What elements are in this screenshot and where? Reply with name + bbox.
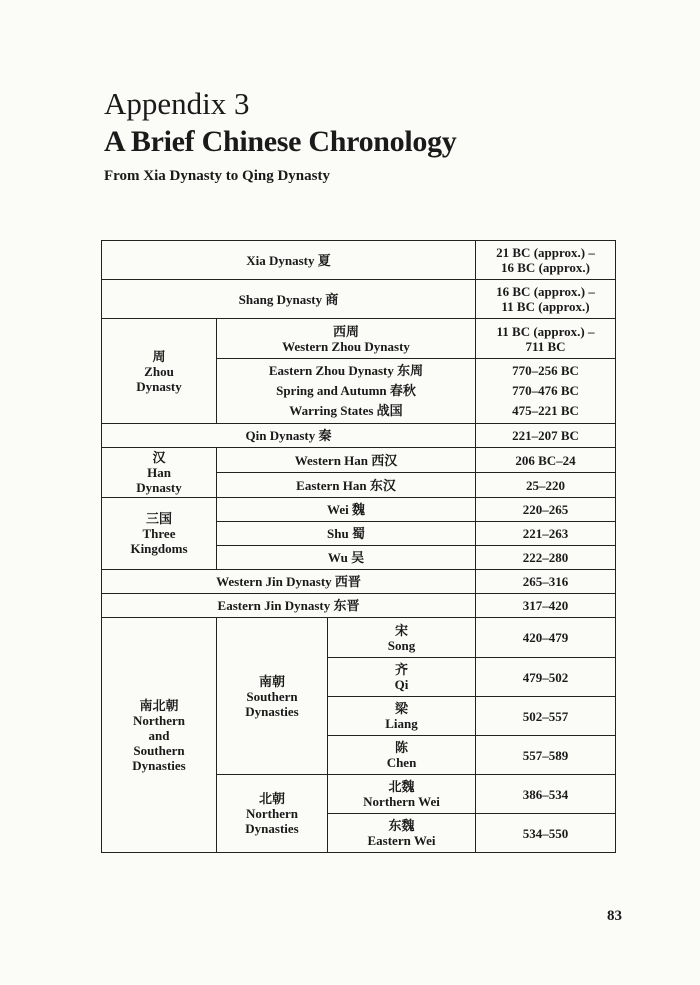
page-subtitle: From Xia Dynasty to Qing Dynasty — [104, 168, 330, 184]
dynasty-name-northern-wei — [328, 775, 476, 814]
dynasty-name-qi — [328, 658, 476, 697]
group-cn: 北朝 — [258, 791, 285, 806]
date-line: 475–221 BC — [512, 403, 579, 418]
dynasty-date-northern-wei: 386–534 — [476, 775, 616, 814]
dynasty-name-eastern-jin: Eastern Jin Dynasty 东晋 — [102, 594, 476, 618]
name-cn: 齐 — [394, 662, 408, 677]
dynasty-date-eastern-han: 25–220 — [476, 473, 616, 498]
dynasty-name-shu: Shu 蜀 — [217, 522, 476, 546]
heading-block — [104, 86, 457, 185]
dynasty-name-liang — [328, 697, 476, 736]
table-row — [102, 594, 616, 618]
dynasty-name-eastern-wei — [328, 814, 476, 853]
table-row — [102, 241, 616, 280]
group-three-kingdoms — [102, 498, 217, 570]
group-line: Three — [142, 526, 176, 541]
dynasty-date-qin: 221–207 BC — [476, 424, 616, 448]
group-line: Northern — [246, 806, 298, 821]
page-title: A Brief Chinese Chronology — [104, 125, 457, 158]
name-cn: 宋 — [394, 622, 408, 638]
dynasty-date-western-jin: 265–316 — [476, 570, 616, 594]
dynasty-date-wu: 222–280 — [476, 546, 616, 570]
dynasty-date-shang — [476, 280, 616, 319]
name-cn: 西周 — [332, 323, 359, 339]
dynasty-date-liang: 502–557 — [476, 697, 616, 736]
dynasty-name-western-zhou — [217, 319, 476, 359]
group-line: Dynasties — [132, 757, 186, 773]
name-cn: 陈 — [394, 740, 408, 755]
chronology-table — [101, 240, 616, 853]
dynasty-date-western-han: 206 BC–24 — [476, 448, 616, 473]
date-line: 21 BC (approx.) – — [496, 245, 595, 260]
dynasty-name-xia: Xia Dynasty 夏 — [102, 241, 476, 280]
dynasty-name-western-jin: Western Jin Dynasty 西晋 — [102, 570, 476, 594]
name-en: Qi — [394, 677, 409, 692]
name-en: Northern Wei — [363, 794, 440, 809]
dynasty-date-shu: 221–263 — [476, 522, 616, 546]
table-row — [102, 498, 616, 522]
date-line: 770–256 BC — [512, 363, 579, 378]
group-line: Southern — [246, 688, 298, 704]
group-line: Han — [147, 465, 171, 480]
appendix-label: Appendix 3 — [104, 86, 250, 121]
date-line: 16 BC (approx.) – — [496, 284, 595, 299]
group-northern-southern — [102, 618, 217, 853]
dynasty-date-xia — [476, 241, 616, 280]
table-row — [102, 570, 616, 594]
table-row — [102, 424, 616, 448]
group-cn: 南朝 — [258, 673, 285, 689]
name-cn: 东魏 — [388, 818, 415, 833]
dynasty-name-qin: Qin Dynasty 秦 — [102, 424, 476, 448]
dynasty-name-wei: Wei 魏 — [217, 498, 476, 522]
group-line: Dynasties — [245, 821, 299, 836]
name-en: Western Zhou Dynasty — [282, 338, 410, 354]
group-cn: 三国 — [145, 511, 172, 526]
name-line: Spring and Autumn 春秋 — [276, 383, 416, 398]
name-cn: 北魏 — [388, 779, 415, 794]
dynasty-date-song: 420–479 — [476, 618, 616, 658]
dynasty-date-qi: 479–502 — [476, 658, 616, 697]
group-han — [102, 448, 217, 498]
name-line: Warring States 战国 — [289, 403, 403, 418]
dynasty-name-wu: Wu 吴 — [217, 546, 476, 570]
dynasty-name-song — [328, 618, 476, 658]
name-en: Eastern Wei — [367, 833, 436, 848]
dynasty-name-eastern-han: Eastern Han 东汉 — [217, 473, 476, 498]
subgroup-northern — [217, 775, 328, 853]
name-en: Chen — [386, 755, 417, 770]
dynasty-date-eastern-wei: 534–550 — [476, 814, 616, 853]
group-line: Southern — [133, 742, 185, 758]
table-row — [102, 448, 616, 473]
name-en: Song — [387, 637, 416, 653]
group-line: Zhou — [144, 363, 174, 379]
group-zhou — [102, 319, 217, 424]
group-line: Dynasty — [136, 480, 182, 495]
dynasty-name-western-han: Western Han 西汉 — [217, 448, 476, 473]
group-line: Northern — [133, 712, 185, 728]
table-row — [102, 618, 616, 658]
dynasty-date-western-zhou — [476, 319, 616, 359]
group-line: Dynasty — [136, 378, 182, 394]
name-en: Liang — [385, 716, 418, 731]
table-row — [102, 319, 616, 359]
name-line: Eastern Zhou Dynasty 东周 — [268, 363, 424, 378]
dynasty-name-shang: Shang Dynasty 商 — [102, 280, 476, 319]
date-line: 11 BC (approx.) — [501, 299, 590, 314]
dynasty-date-chen: 557–589 — [476, 736, 616, 775]
group-line: Kingdoms — [130, 541, 188, 556]
date-line: 770–476 BC — [512, 383, 579, 398]
group-cn: 周 — [152, 348, 166, 364]
group-line: and — [148, 727, 170, 743]
subgroup-southern — [217, 618, 328, 775]
dynasty-date-eastern-jin: 317–420 — [476, 594, 616, 618]
table-row — [102, 280, 616, 319]
group-line: Dynasties — [245, 703, 299, 719]
group-cn: 汉 — [152, 450, 166, 465]
date-line: 711 BC — [525, 338, 566, 354]
name-cn: 梁 — [394, 701, 408, 716]
date-line: 11 BC (approx.) – — [496, 323, 595, 339]
dynasty-name-eastern-zhou — [217, 359, 476, 424]
group-cn: 南北朝 — [139, 697, 179, 713]
dynasty-name-chen — [328, 736, 476, 775]
dynasty-date-wei: 220–265 — [476, 498, 616, 522]
page-number: 83 — [607, 908, 622, 924]
date-line: 16 BC (approx.) — [501, 260, 590, 275]
dynasty-date-eastern-zhou — [476, 359, 616, 424]
